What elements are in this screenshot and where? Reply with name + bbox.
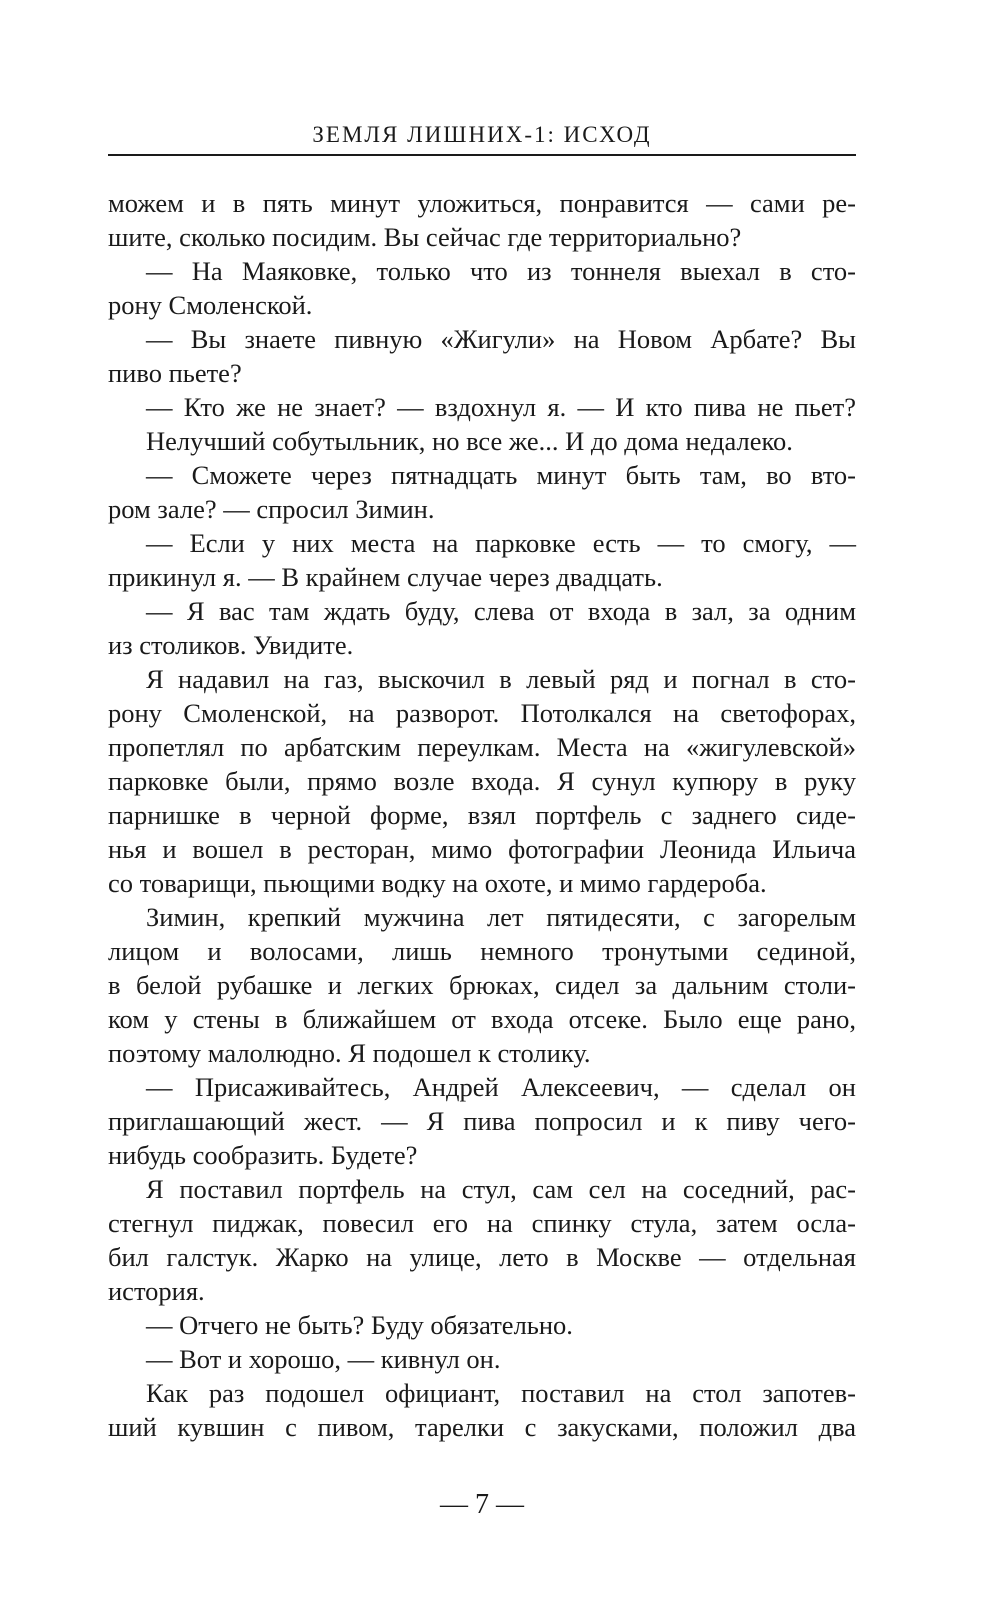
text-line: прикинул я. — В крайнем случае через двадцать. <box>108 562 663 592</box>
text-line: Нелучший собутыльник, но все же... И до дома недалеко. <box>146 426 793 456</box>
text-line: пропетлял по арбатским переулкам. Места на «жигулевской» <box>108 732 856 762</box>
text-line: пиво пьете? <box>108 358 242 388</box>
text-line: — Я вас там ждать буду, слева от входа в зал, за одним <box>146 596 856 626</box>
text-line: парковке были, прямо возле входа. Я сунул купюру в руку <box>108 766 856 796</box>
text-line: — Сможете через пятнадцать минут быть там, во вто- <box>146 460 856 490</box>
text-line: история. <box>108 1276 205 1306</box>
body-text <box>108 186 856 1444</box>
header-rule <box>108 154 856 156</box>
text-line: — Вот и хорошо, — кивнул он. <box>146 1344 501 1374</box>
text-line: из столиков. Увидите. <box>108 630 354 660</box>
text-line: Я надавил на газ, выскочил в левый ряд и погнал в сто- <box>146 664 856 694</box>
text-line: нья и вошел в ресторан, мимо фотографии Леонида Ильича <box>108 834 856 864</box>
text-line: стегнул пиджак, повесил его на спинку стула, затем осла- <box>108 1208 856 1238</box>
text-line: в белой рубашке и легких брюках, сидел за дальним столи- <box>108 970 856 1000</box>
text-line: — Вы знаете пивную «Жигули» на Новом Арбате? Вы <box>146 324 856 354</box>
text-line: — Если у них места на парковке есть — то смогу, — <box>146 528 856 558</box>
text-line: нибудь сообразить. Будете? <box>108 1140 418 1170</box>
text-line: Как раз подошел официант, поставил на стол запотев- <box>146 1378 856 1408</box>
text-line: — Кто же не знает? — вздохнул я. — И кто пива не пьет? <box>146 392 856 422</box>
text-line: можем и в пять минут уложиться, понравится — сами ре- <box>108 188 856 218</box>
text-line: — Присаживайтесь, Андрей Алексеевич, — сделал он <box>146 1072 856 1102</box>
text-line: — Отчего не быть? Буду обязательно. <box>146 1310 573 1340</box>
page-number: — 7 — <box>440 1489 524 1520</box>
text-line: ром зале? — спросил Зимин. <box>108 494 435 524</box>
text-line: парнишке в черной форме, взял портфель с заднего сиде- <box>108 800 856 830</box>
text-line: поэтому малолюдно. Я подошел к столику. <box>108 1038 591 1068</box>
text-line: приглашающий жест. — Я пива попросил и к пиву чего- <box>108 1106 856 1136</box>
text-line: лицом и волосами, лишь немного тронутыми сединой, <box>108 936 856 966</box>
text-line: со товарищи, пьющими водку на охоте, и мимо гардероба. <box>108 868 767 898</box>
text-line: ком у стены в ближайшем от входа отсеке. Было еще рано, <box>108 1004 856 1034</box>
text-line: шите, сколько посидим. Вы сейчас где территориально? <box>108 222 742 252</box>
running-title: ЗЕМЛЯ ЛИШНИХ-1: ИСХОД <box>312 122 652 147</box>
text-line: рону Смоленской, на разворот. Потолкался на светофорах, <box>108 698 856 728</box>
text-line: бил галстук. Жарко на улице, лето в Москве — отдельная <box>108 1242 856 1272</box>
text-line: рону Смоленской. <box>108 290 313 320</box>
text-line: Я поставил портфель на стул, сам сел на соседний, рас- <box>146 1174 856 1204</box>
text-line: Зимин, крепкий мужчина лет пятидесяти, с загорелым <box>146 902 856 932</box>
text-line: — На Маяковке, только что из тоннеля выехал в сто- <box>146 256 856 286</box>
text-line: ший кувшин с пивом, тарелки с закусками, положил два <box>108 1412 856 1442</box>
